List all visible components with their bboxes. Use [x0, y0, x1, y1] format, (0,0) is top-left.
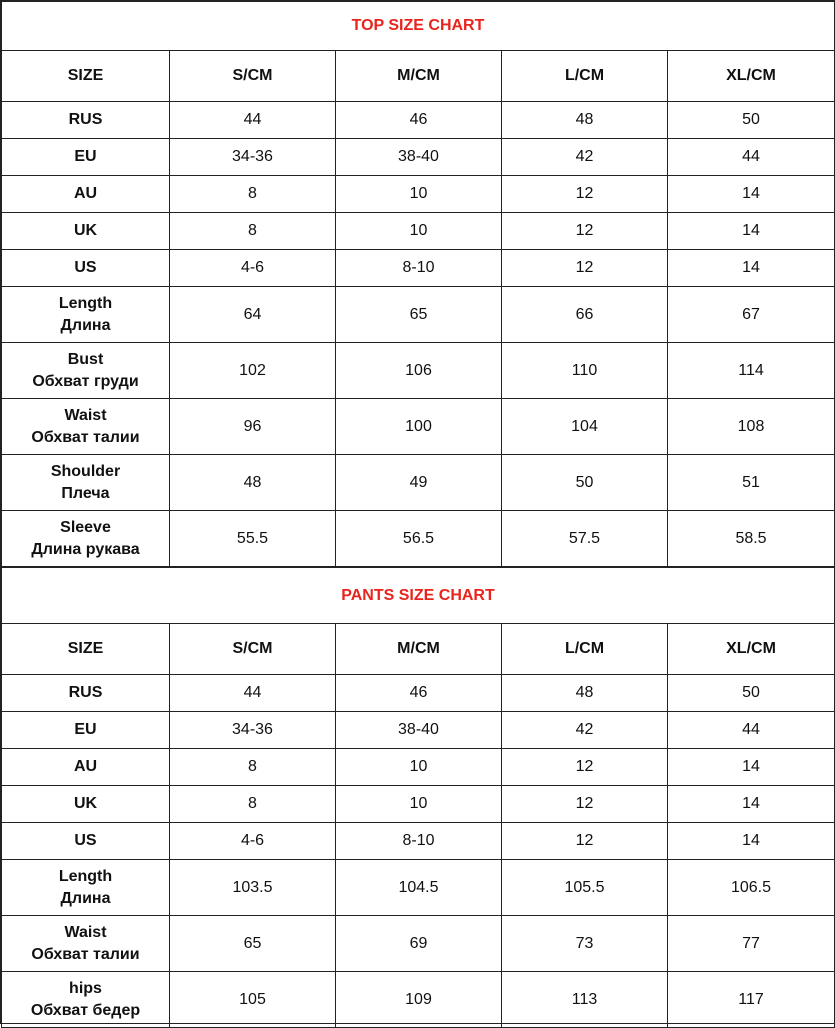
table-row — [2, 139, 835, 176]
table-cell: 34-36 — [170, 712, 336, 749]
row-label-line: Обхват бедер — [30, 1001, 141, 1019]
table-cell: 44 — [668, 139, 835, 176]
table-cell: 50 — [668, 675, 835, 712]
table-cell: 66 — [502, 287, 668, 343]
table-cell: 49 — [336, 455, 502, 511]
table-row — [2, 455, 835, 511]
table-cell: 34-36 — [170, 139, 336, 176]
row-label — [2, 139, 170, 176]
table-cell: 8 — [170, 749, 336, 786]
table-cell: 14 — [668, 250, 835, 287]
row-label-line: RUS — [68, 111, 103, 128]
table-cell: 55.5 — [170, 511, 336, 567]
table-cell: 56.5 — [336, 511, 502, 567]
column-header: S/CM — [170, 51, 336, 102]
table-cell: 64 — [170, 287, 336, 343]
table-cell: 12 — [502, 250, 668, 287]
table-row — [2, 343, 835, 399]
table-cell: 104 — [502, 399, 668, 455]
table-cell: 102 — [170, 343, 336, 399]
row-label-line: US — [74, 259, 97, 276]
row-label — [2, 287, 170, 343]
table-cell: 106 — [336, 343, 502, 399]
table-cell: 14 — [668, 213, 835, 250]
column-header: SIZE — [2, 624, 170, 675]
row-label-line: Обхват талии — [31, 428, 140, 446]
row-label — [2, 675, 170, 712]
table-cell: 38-40 — [336, 712, 502, 749]
row-label-line: Длина — [60, 316, 111, 334]
top-chart-title: TOP SIZE CHART — [2, 2, 835, 51]
table-cell: 57.5 — [502, 511, 668, 567]
table-cell: 8 — [170, 213, 336, 250]
row-label-line: AU — [73, 758, 98, 775]
table-row — [2, 749, 835, 786]
table-row — [2, 102, 835, 139]
table-cell: 4-6 — [170, 250, 336, 287]
table-cell: 14 — [668, 749, 835, 786]
table-cell: 10 — [336, 176, 502, 213]
row-label-line: UK — [73, 222, 98, 239]
table-cell: 12 — [502, 823, 668, 860]
table-cell: 10 — [336, 749, 502, 786]
table-cell: 50 — [668, 102, 835, 139]
table-cell: 4-6 — [170, 823, 336, 860]
table-row — [2, 916, 835, 972]
table-cell: 104.5 — [336, 860, 502, 916]
table-cell: 46 — [336, 675, 502, 712]
table-row — [2, 399, 835, 455]
table-cell: 77 — [668, 916, 835, 972]
table-cell: 65 — [170, 916, 336, 972]
row-label-line: Обхват груди — [32, 372, 139, 390]
row-label-line: Waist — [64, 406, 107, 424]
table-row — [2, 860, 835, 916]
row-label-line: RUS — [68, 684, 103, 701]
table-cell: 110 — [502, 343, 668, 399]
table-cell: 12 — [502, 786, 668, 823]
row-label-line: Length — [58, 867, 113, 885]
table-row — [2, 823, 835, 860]
row-label-line: UK — [73, 795, 98, 812]
table-cell: 14 — [668, 176, 835, 213]
row-label-line: Плеча — [61, 484, 110, 502]
row-label-line: AU — [73, 185, 98, 202]
row-label — [2, 455, 170, 511]
row-label-line: EU — [74, 721, 97, 738]
column-header: L/CM — [502, 624, 668, 675]
table-row — [2, 213, 835, 250]
table-cell: 38-40 — [336, 139, 502, 176]
table-cell: 109 — [336, 972, 502, 1028]
column-header: M/CM — [336, 51, 502, 102]
table-cell: 105 — [170, 972, 336, 1028]
table-cell: 10 — [336, 213, 502, 250]
table-cell: 96 — [170, 399, 336, 455]
row-label — [2, 102, 170, 139]
row-label-line: Shoulder — [50, 462, 121, 480]
row-label-line: Sleeve — [60, 518, 111, 536]
table-cell: 12 — [502, 213, 668, 250]
table-cell: 14 — [668, 823, 835, 860]
row-label — [2, 343, 170, 399]
row-label — [2, 916, 170, 972]
table-cell: 100 — [336, 399, 502, 455]
table-cell: 8-10 — [336, 250, 502, 287]
column-header: SIZE — [2, 51, 170, 102]
top-size-chart — [1, 1, 835, 567]
table-cell: 58.5 — [668, 511, 835, 567]
row-label — [2, 823, 170, 860]
row-label — [2, 250, 170, 287]
row-label — [2, 176, 170, 213]
table-cell: 114 — [668, 343, 835, 399]
row-label — [2, 213, 170, 250]
table-cell: 10 — [336, 786, 502, 823]
row-label-line: Длина рукава — [31, 540, 140, 558]
pants-chart-title: PANTS SIZE CHART — [2, 568, 835, 624]
row-label-line: Bust — [67, 350, 104, 368]
table-cell: 106.5 — [668, 860, 835, 916]
table-cell: 44 — [170, 675, 336, 712]
table-cell: 108 — [668, 399, 835, 455]
row-label — [2, 712, 170, 749]
table-cell: 69 — [336, 916, 502, 972]
pants-size-chart — [1, 567, 835, 1028]
table-cell: 12 — [502, 749, 668, 786]
table-cell: 8 — [170, 176, 336, 213]
row-label-line: EU — [74, 148, 97, 165]
table-row — [2, 250, 835, 287]
table-row — [2, 786, 835, 823]
row-label — [2, 786, 170, 823]
table-cell: 42 — [502, 712, 668, 749]
table-row — [2, 511, 835, 567]
table-cell: 46 — [336, 102, 502, 139]
column-header: S/CM — [170, 624, 336, 675]
row-label-line: Длина — [60, 889, 111, 907]
table-cell: 113 — [502, 972, 668, 1028]
table-cell: 48 — [170, 455, 336, 511]
table-row — [2, 675, 835, 712]
table-row — [2, 287, 835, 343]
table-row — [2, 712, 835, 749]
table-cell: 48 — [502, 675, 668, 712]
table-cell: 103.5 — [170, 860, 336, 916]
column-header: XL/CM — [668, 51, 835, 102]
table-cell: 51 — [668, 455, 835, 511]
table-cell: 44 — [170, 102, 336, 139]
table-cell: 73 — [502, 916, 668, 972]
row-label-line: Обхват талии — [31, 945, 140, 963]
table-cell: 42 — [502, 139, 668, 176]
row-label — [2, 860, 170, 916]
row-label-line: Waist — [64, 923, 107, 941]
row-label — [2, 399, 170, 455]
row-label — [2, 511, 170, 567]
table-cell: 44 — [668, 712, 835, 749]
column-header: L/CM — [502, 51, 668, 102]
row-label — [2, 749, 170, 786]
table-cell: 8-10 — [336, 823, 502, 860]
row-label-line: hips — [69, 979, 102, 997]
table-row — [2, 176, 835, 213]
table-cell: 8 — [170, 786, 336, 823]
table-cell: 50 — [502, 455, 668, 511]
table-cell: 12 — [502, 176, 668, 213]
table-cell: 48 — [502, 102, 668, 139]
table-cell: 117 — [668, 972, 835, 1028]
row-label-line: US — [74, 832, 97, 849]
row-label — [2, 972, 170, 1028]
table-cell: 65 — [336, 287, 502, 343]
table-cell: 14 — [668, 786, 835, 823]
column-header: M/CM — [336, 624, 502, 675]
table-cell: 67 — [668, 287, 835, 343]
column-header: XL/CM — [668, 624, 835, 675]
table-row — [2, 972, 835, 1028]
table-cell: 105.5 — [502, 860, 668, 916]
row-label-line: Length — [58, 294, 113, 312]
